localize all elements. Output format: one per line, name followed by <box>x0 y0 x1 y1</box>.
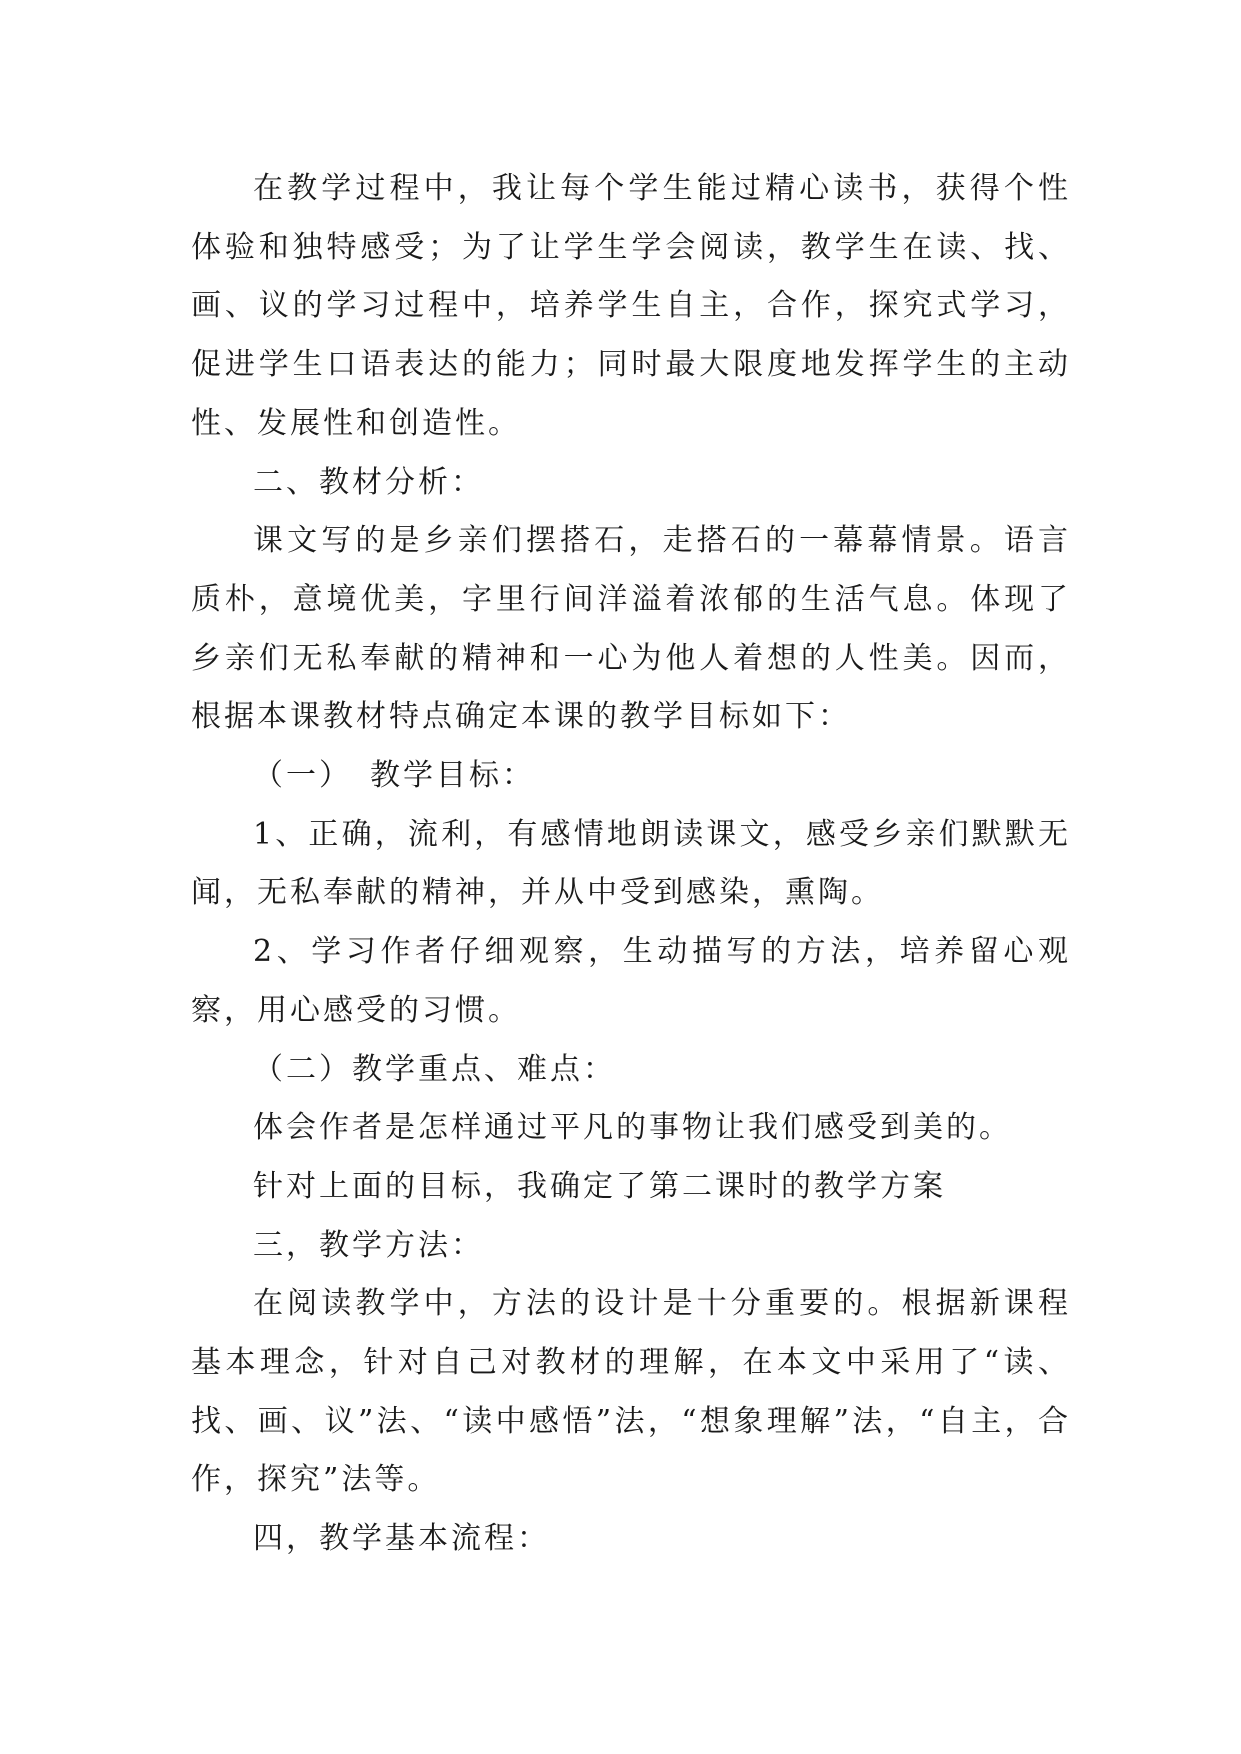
paragraph-teaching-methods: 在阅读教学中，方法的设计是十分重要的。根据新课程基本理念，针对自己对教材的理解，在本文中采用了“读、找、画、议”法、“读中感悟”法，“想象理解”法，“自主，合作，探究”法等。 <box>191 1286 1071 1498</box>
paragraph-key-points: 体会作者是怎样通过平凡的事物让我们感受到美的。 <box>253 1110 1012 1146</box>
paragraph-material-analysis: 课文写的是乡亲们摆搭石，走搭石的一幕幕情景。语言质朴，意境优美，字里行间洋溢着浓郁的生活气息。体现了乡亲们无私奉献的精神和一心为他人着想的人性美。因而，根据本课教材特点确定本课的教学目标如下： <box>191 523 1071 735</box>
heading-teaching-flow: 四，教学基本流程： <box>253 1521 550 1557</box>
heading-teaching-methods: 三，教学方法： <box>253 1227 484 1263</box>
list-item-goal-2: 2、学习作者仔细观察，生动描写的方法，培养留心观察，用心感受的习惯。 <box>191 934 1071 1028</box>
document-body <box>191 160 1071 1569</box>
heading-material-analysis: 二、教材分析： <box>253 464 484 500</box>
heading-teaching-goals: （一） 教学目标： <box>253 758 535 794</box>
list-item-goal-1: 1、正确，流利，有感情地朗读课文，感受乡亲们默默无闻，无私奉献的精神，并从中受到感染，熏陶。 <box>191 816 1071 911</box>
paragraph-teaching-process: 在教学过程中，我让每个学生能过精心读书，获得个性体验和独特感受；为了让学生学会阅读，教学生在读、找、画、议的学习过程中，培养学生自主，合作，探究式学习，促进学生口语表达的能力；同时最大限度地发挥学生的主动性、发展性和创造性。 <box>191 171 1071 441</box>
paragraph-lesson-plan: 针对上面的目标，我确定了第二课时的教学方案 <box>253 1168 946 1204</box>
heading-key-points: （二）教学重点、难点： <box>253 1051 616 1087</box>
